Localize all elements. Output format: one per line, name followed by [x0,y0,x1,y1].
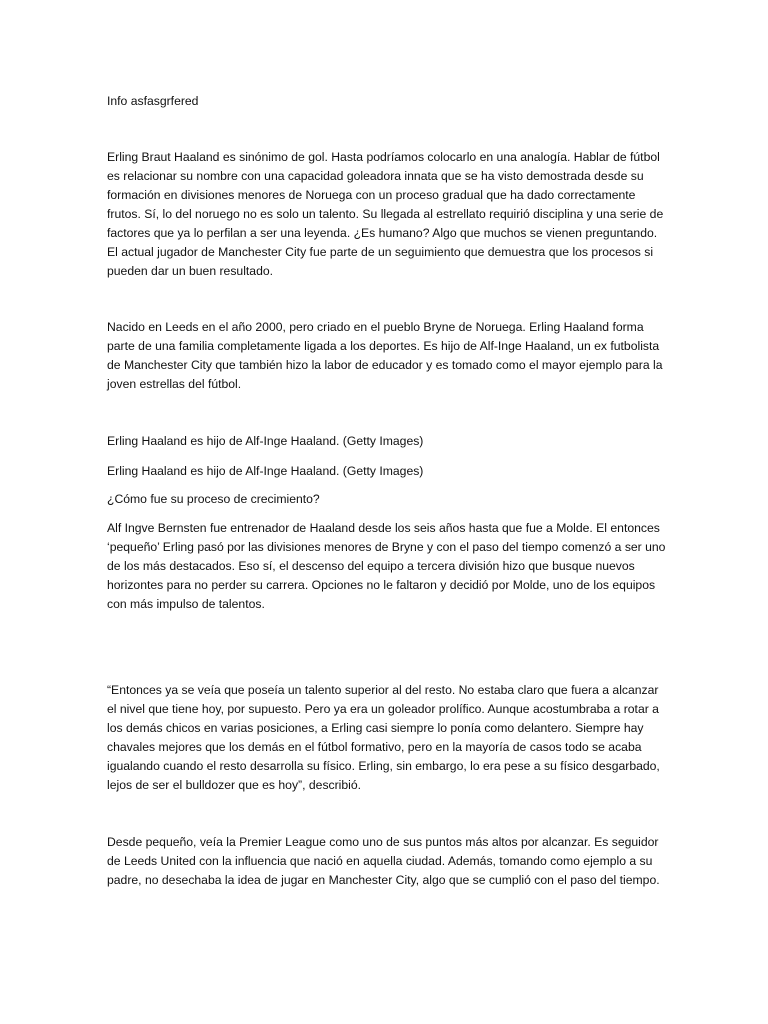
image-caption: Erling Haaland es hijo de Alf-Inge Haaland. (Getty Images) [107,464,424,478]
paragraph-intro: Erling Braut Haaland es sinónimo de gol. Hasta podríamos colocarlo en una analogía. Hablar de fútbol es relacionar su nombre con una capacidad goleadora innata que se ha visto demostrada desde su formación en divisiones menores de Noruega con un proceso gradual que ha dado correctamente frutos. Sí, lo del noruego no es solo un talento. Su llegada al estrellato requirió disciplina y una serie de factores que ya lo perfilan a ser una leyenda. ¿Es humano? Algo que muchos se vienen preguntando. El actual jugador de Manchester City fue parte de un seguimiento que demuestra que los procesos si pueden dar un buen resultado. [107,150,664,278]
paragraph-origin: Nacido en Leeds en el año 2000, pero criado en el pueblo Bryne de Noruega. Erling Haaland forma parte de una familia completamente ligada a los deportes. Es hijo de Alf-Inge Haaland, un ex futbolista de Manchester City que también hizo la labor de educador y es tomado como el mayor ejemplo para la joven estrellas del fútbol. [107,320,663,391]
paragraph-premier-league: Desde pequeño, veía la Premier League como uno de sus puntos más altos por alcanzar. Es seguidor de Leeds United con la influencia que nació en aquella ciudad. Además, tomando como ejemplo a su padre, no desechaba la idea de jugar en Manchester City, algo que se cumplió con el paso del tiempo. [107,835,660,887]
document-title: Info asfasgrfered [107,94,199,108]
image-caption: Erling Haaland es hijo de Alf-Inge Haaland. (Getty Images) [107,434,424,448]
paragraph-growth: Alf Ingve Bernsten fue entrenador de Haaland desde los seis años hasta que fue a Molde. El entonces ‘pequeño’ Erling pasó por las divisiones menores de Bryne y con el paso del tiempo comenzó a ser uno de los más destacados. Eso sí, el descenso del equipo a tercera división hizo que busque nuevos horizontes para no perder su carrera. Opciones no le faltaron y decidió por Molde, uno de los equipos con más impulso de talentos. [107,521,666,611]
paragraph-quote: “Entonces ya se veía que poseía un talento superior al del resto. No estaba claro que fuera a alcanzar el nivel que tiene hoy, por supuesto. Pero ya era un goleador prolífico. Aunque acostumbraba a rotar a los demás chicos en varias posiciones, a Erling casi siempre lo ponía como delantero. Siempre hay chavales mejores que los demás en el fútbol formativo, pero en la mayoría de casos todo se acaba igualando cuando el resto desarrolla su físico. Erling, sin embargo, lo era pese a su físico desgarbado, lejos de ser el bulldozer que es hoy”, describió. [107,683,660,792]
section-heading: ¿Cómo fue su proceso de crecimiento? [107,492,320,506]
